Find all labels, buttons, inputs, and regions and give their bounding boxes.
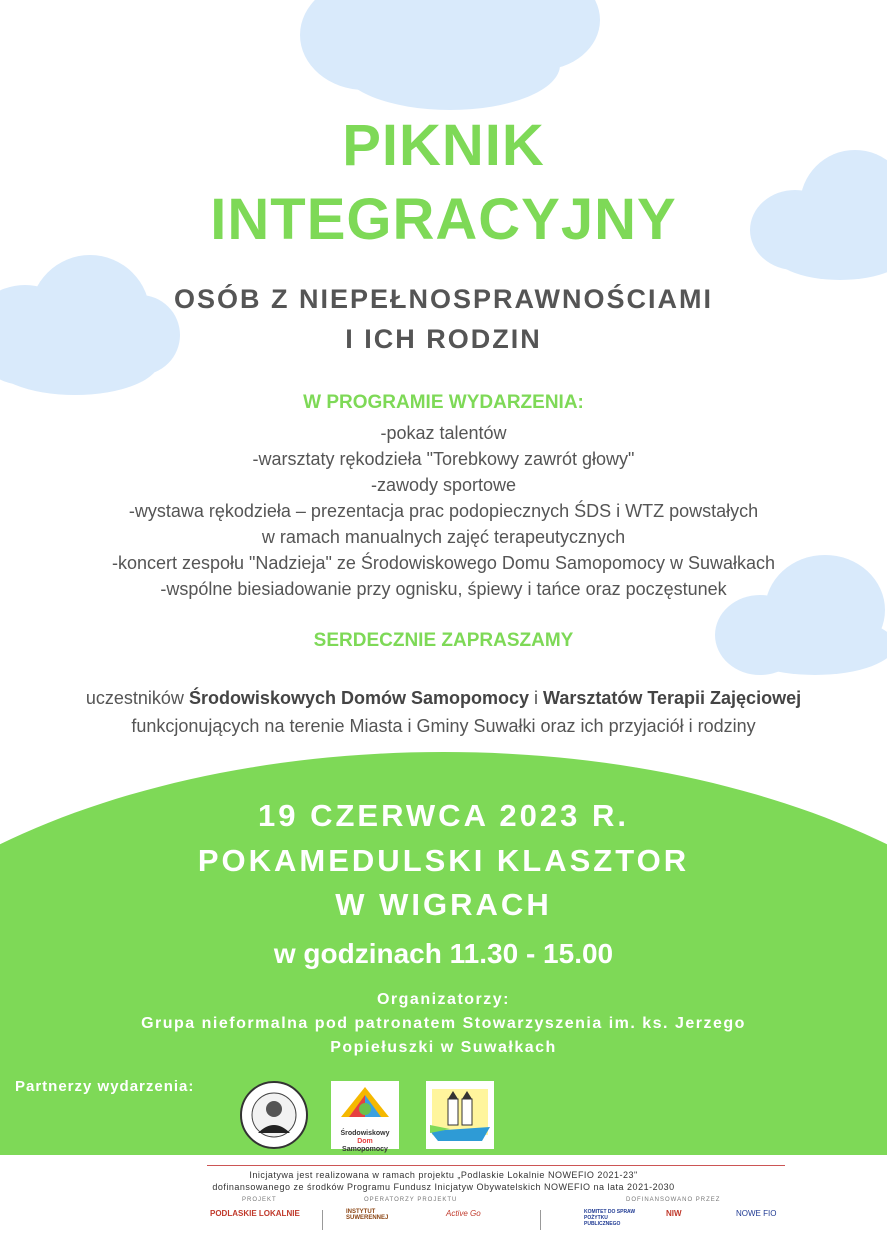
partners-label: Partnerzy wydarzenia: — [15, 1078, 195, 1095]
cloud-top — [300, 0, 600, 110]
program-item: -pokaz talentów — [380, 423, 507, 443]
house-colorful-icon — [331, 1081, 399, 1125]
sds-logo-text: Samopomocy — [342, 1146, 388, 1153]
event-place-line-2: W WIGRACH — [335, 887, 552, 922]
event-place-line-1: POKAMEDULSKI KLASZTOR — [197, 843, 690, 878]
organizers-line-1: Grupa nieformalna pod patronatem Stowarzyszenia im. ks. Jerzego — [141, 1015, 746, 1032]
event-hours: w godzinach 11.30 - 15.00 — [273, 938, 614, 969]
partner-logo-popieluszko — [240, 1081, 308, 1149]
footer-divider — [540, 1210, 541, 1230]
footer-line-1: Inicjatywa jest realizowana w ramach projektu „Podlaskie Lokalnie NOWEFIO 2021-23" — [249, 1170, 638, 1180]
logo-active-go: Active Go — [446, 1209, 481, 1218]
program-item: -wspólne biesiadowanie przy ognisku, śpiewy i tańce oraz poczęstunek — [160, 579, 727, 599]
footer-rule — [207, 1165, 785, 1166]
sds-logo-text: Dom — [357, 1138, 373, 1145]
program-item: -warsztaty rękodzieła "Torebkowy zawrót głowy" — [252, 449, 635, 469]
logo-nowe-fio: NOWE FIO — [736, 1209, 777, 1218]
event-date: 19 CZERWCA 2023 R. — [258, 798, 629, 833]
invite-line-1 — [0, 684, 887, 712]
footer-line-2: dofinansowanego ze środków Programu Fundusz Inicjatyw Obywatelskich NOWEFIO na lata 2021-2030 — [212, 1182, 675, 1192]
invite-prefix: uczestników — [85, 688, 189, 708]
subtitle-line-1: OSÓB Z NIEPEŁNOSPRAWNOŚCIAMI — [173, 284, 714, 314]
footer-label-funding: DOFINANSOWANO PRZEZ — [626, 1197, 721, 1203]
program-heading: W PROGRAMIE WYDARZENIA: — [303, 392, 584, 413]
program-item: w ramach manualnych zajęć terapeutycznych — [261, 527, 626, 547]
logo-niw: NIW — [666, 1209, 682, 1218]
program-item: -zawody sportowe — [370, 475, 517, 495]
logo-instytut-suwerennej: INSTYTUT SUWERENNEJ — [346, 1209, 389, 1221]
title-line-1: PIKNIK — [342, 113, 545, 178]
invite-bold-1: Środowiskowych Domów Samopomocy — [188, 688, 529, 708]
footer-label-project: PROJEKT — [242, 1197, 277, 1203]
footer-divider — [322, 1210, 323, 1230]
footer-label-operators: OPERATORZY PROJEKTU — [364, 1197, 458, 1203]
invite-bold-2: Warsztatów Terapii Zajęciowej — [543, 688, 802, 708]
program-list — [0, 420, 887, 602]
organizers-line-2: Popiełuszki w Suwałkach — [330, 1039, 557, 1056]
title-line-2: INTEGRACYJNY — [210, 187, 677, 252]
program-item: -wystawa rękodzieła – prezentacja prac podopiecznych ŚDS i WTZ powstałych — [128, 501, 759, 521]
portrait-icon — [242, 1083, 306, 1147]
invite-heading: SERDECZNIE ZAPRASZAMY — [313, 630, 574, 651]
logo-podlaskie-lokalnie: PODLASKIE LOKALNIE — [210, 1209, 300, 1218]
invite-middle: i — [529, 688, 544, 708]
church-boat-icon — [426, 1081, 494, 1149]
logo-komitet: KOMITET DO SPRAW POŻYTKU PUBLICZNEGO — [584, 1209, 636, 1227]
partner-logo-sds — [331, 1081, 399, 1153]
invite-text — [0, 684, 887, 740]
invite-line-2: funkcjonujących na terenie Miasta i Gminy Suwałki oraz ich przyjaciół i rodziny — [131, 716, 756, 736]
program-item: -koncert zespołu "Nadzieja" ze Środowiskowego Domu Samopomocy w Suwałkach — [111, 553, 776, 573]
subtitle-line-2: I ICH RODZIN — [345, 324, 542, 354]
partner-logo-wigry — [426, 1081, 494, 1149]
sds-logo-text: Środowiskowy — [340, 1130, 390, 1137]
organizers-label: Organizatorzy: — [376, 991, 510, 1008]
